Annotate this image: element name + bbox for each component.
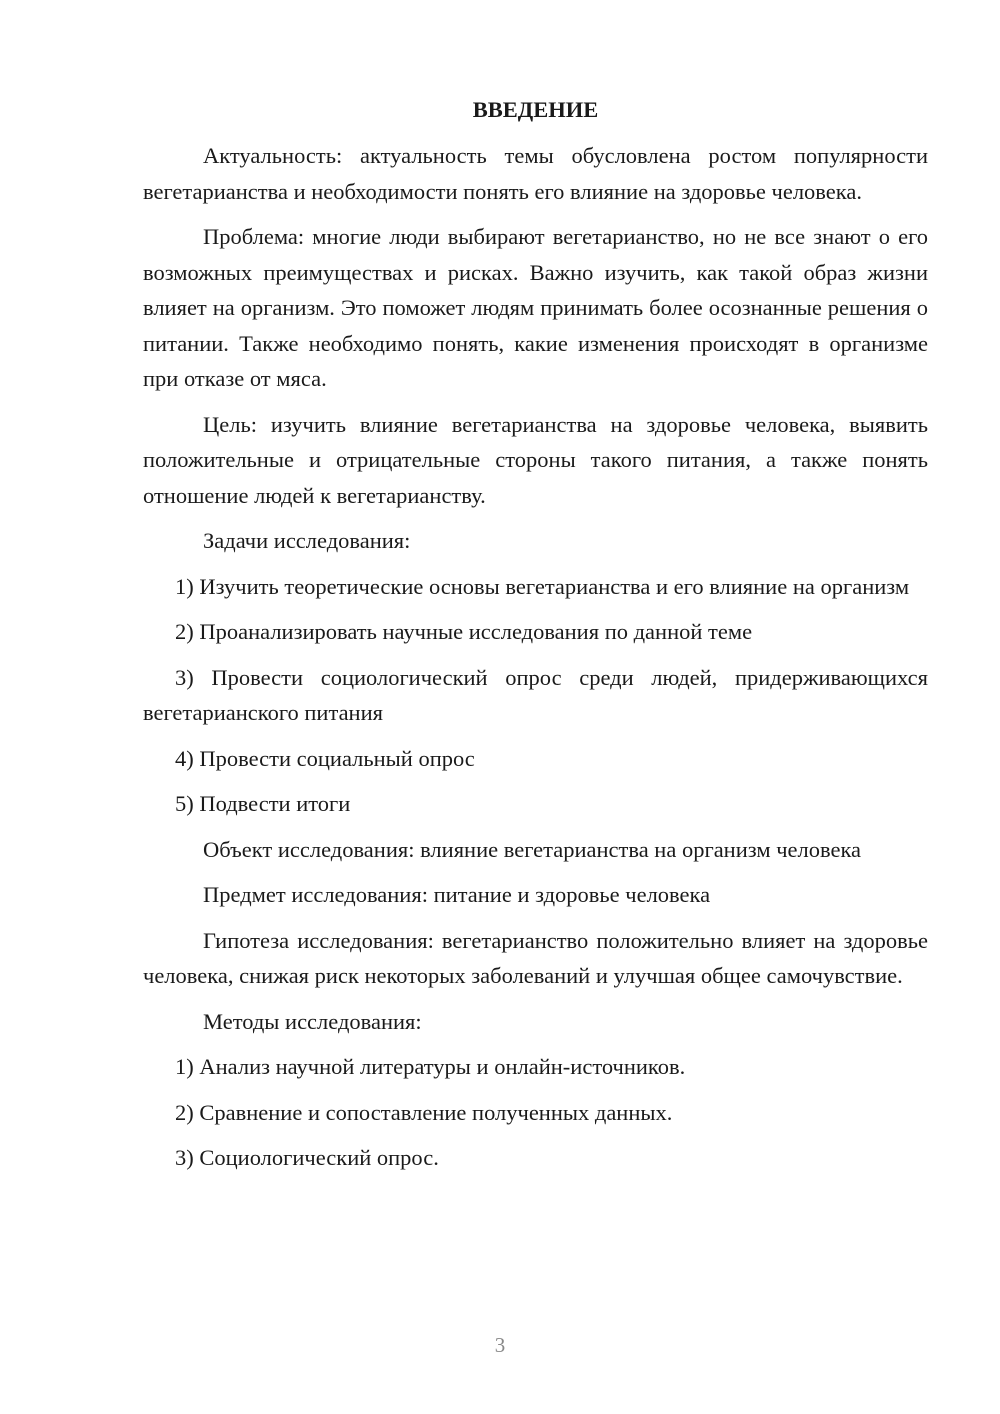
method-item: 1) Анализ научной литературы и онлайн-источников. [175, 1054, 686, 1079]
method-item: 3) Социологический опрос. [175, 1145, 439, 1170]
task-item: 3) Провести социологический опрос среди людей, придерживающихся вегетарианского питания [143, 664, 928, 725]
page-number: 3 [494, 1333, 506, 1357]
task-item: 2) Проанализировать научные исследования по данной теме [175, 619, 753, 644]
task-item: 5) Подвести итоги [175, 791, 351, 816]
relevance-paragraph: Актуальность: актуальность темы обусловлена ростом популярности вегетарианства и необходимости понять его влияние на здоровье человека. [143, 143, 928, 204]
tasks-heading: Задачи исследования: [203, 528, 411, 553]
subject-paragraph: Предмет исследования: питание и здоровье человека [203, 882, 711, 907]
section-title: ВВЕДЕНИЕ [472, 97, 599, 122]
problem-paragraph: Проблема: многие люди выбирают вегетарианство, но не все знают о его возможных преимуществах и рисках. Важно изучить, как такой образ жизни влияет на организм. Это поможет людям принимать более осознанные решения о питании. Также необходимо понять, какие изменения происходят в организме при отказе от мяса. [143, 224, 928, 391]
task-item: 4) Провести социальный опрос [175, 745, 475, 771]
object-paragraph: Объект исследования: влияние вегетарианства на организм человека [203, 836, 862, 862]
goal-paragraph: Цель: изучить влияние вегетарианства на здоровье человека, выявить положительные и отрицательные стороны такого питания, а также понять отношение людей к вегетарианству. [143, 411, 928, 508]
hypothesis-paragraph: Гипотеза исследования: вегетарианство положительно влияет на здоровье человека, снижая риск некоторых заболеваний и улучшая общее самочувствие. [143, 927, 928, 988]
document-body [143, 92, 928, 1186]
method-item: 2) Сравнение и сопоставление полученных данных. [175, 1099, 673, 1125]
task-item: 1) Изучить теоретические основы вегетарианства и его влияние на организм [175, 573, 910, 599]
methods-heading: Методы исследования: [203, 1008, 422, 1034]
